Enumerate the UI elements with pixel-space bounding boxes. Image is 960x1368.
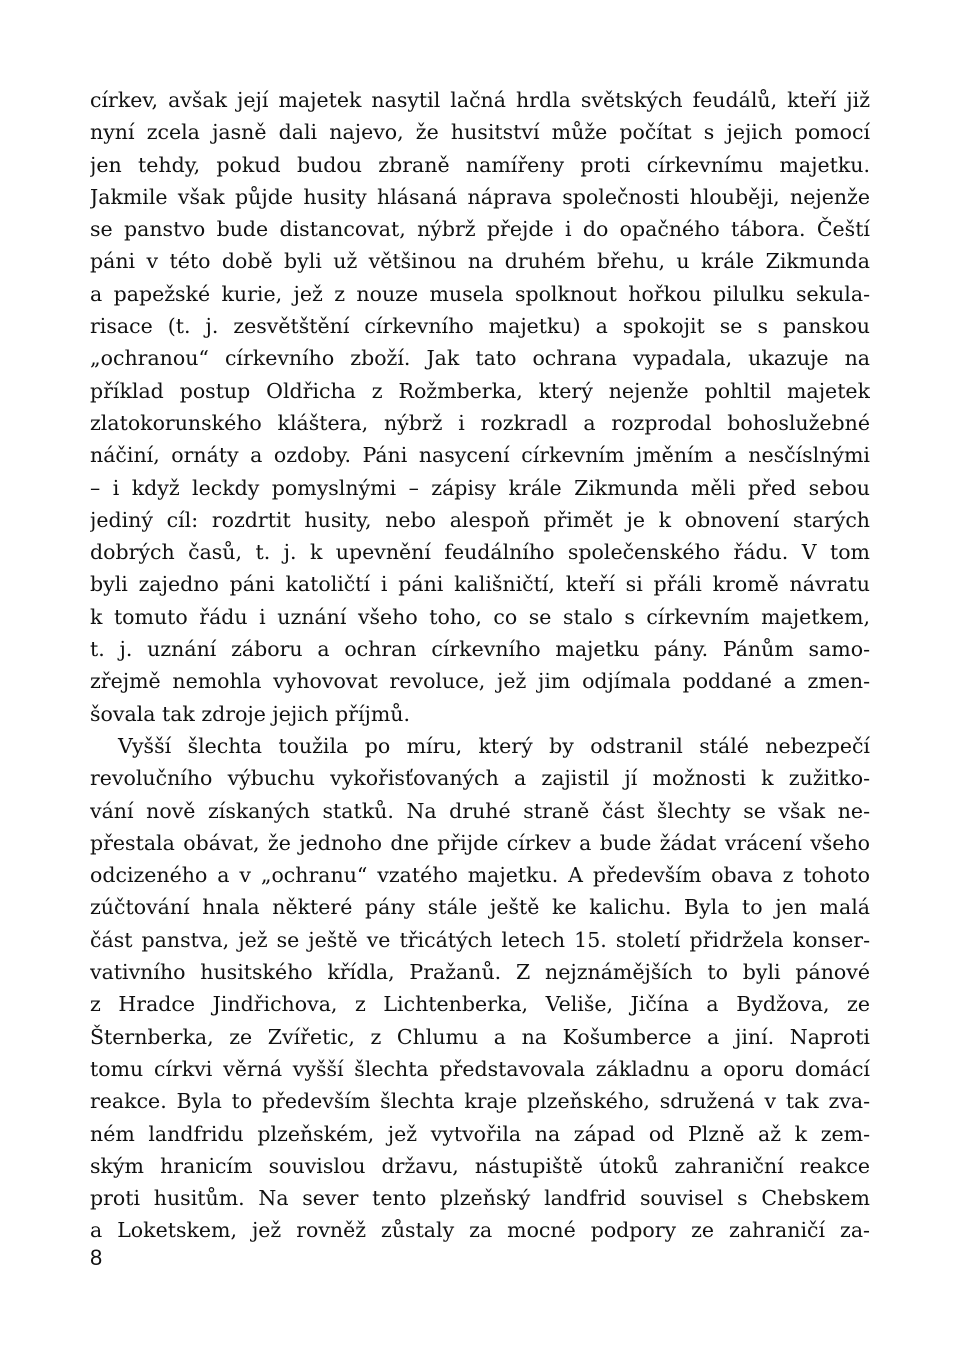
text-line: reakce. Byla to především šlechta kraje plzeňského, sdružená v tak zva-	[90, 1089, 870, 1114]
text-line: Vyšší šlechta toužila po míru, který by odstranil stálé nebezpečí	[118, 733, 870, 758]
text-line: část panstva, jež se ještě ve třicátých letech 15. století přidržela konser-	[90, 927, 870, 952]
text-line: Jakmile však půjde husity hlásaná náprava společnosti hlouběji, nejenže	[90, 184, 870, 209]
text-line: vativního husitského křídla, Pražanů. Z nejznámějších to byli pánové	[90, 960, 870, 985]
text-line: zlatokorunského kláštera, nýbrž i rozkradl a rozprodal bohoslužebné	[90, 410, 870, 435]
paragraph-1	[90, 84, 870, 730]
text-line: ským hranicím souvislou državu, nástupiště útoků zahraniční reakce	[90, 1153, 870, 1178]
text-line: příklad postup Oldřicha z Rožmberka, který nejenže pohltil majetek	[90, 378, 870, 403]
text-line: a Loketskem, jež rovněž zůstaly za mocné podpory ze zahraničí za-	[90, 1218, 870, 1243]
text-line: páni v této době byli už většinou na druhém břehu, u krále Zikmunda	[90, 249, 870, 274]
text-line: tomu církvi věrná vyšší šlechta představovala základnu a oporu domácí	[90, 1056, 870, 1081]
text-line: proti husitům. Na sever tento plzeňský landfrid souvisel s Chebskem	[90, 1186, 870, 1211]
text-line: risace (t. j. zesvětštění církevního majetku) a spokojit se s panskou	[90, 314, 870, 339]
text-line: zřejmě nemohla vyhovovat revoluce, jež jim odjímala poddané a zmen-	[90, 669, 870, 694]
text-line: a papežské kurie, jež z nouze musela spolknout hořkou pilulku sekula-	[90, 281, 870, 306]
text-line: přestala obávat, že jednoho dne přijde církev a bude žádat vrácení všeho	[90, 830, 870, 855]
text-line: byli zajedno páni katoličtí i páni kališničtí, kteří si přáli kromě návratu	[90, 572, 870, 597]
page-number: 8	[90, 1245, 103, 1270]
text-line: náčiní, ornáty a ozdoby. Páni nasycení církevním jměním a nesčíslnými	[90, 443, 870, 468]
text-line: zúčtování hnala některé pány stále ještě ke kalichu. Byla to jen malá	[90, 895, 870, 920]
text-line: církev, avšak její majetek nasytil lačná hrdla světských feudálů, kteří již	[90, 88, 870, 112]
body-text	[90, 84, 870, 1247]
text-line: „ochranou“ církevního zboží. Jak tato ochrana vypadala, ukazuje na	[90, 346, 870, 371]
text-line: odcizeného a v „ochranu“ vzatého majetku. A především obava z tohoto	[90, 863, 870, 888]
text-line: z Hradce Jindřichova, z Lichtenberka, Veliše, Jičína a Bydžova, ze	[90, 992, 870, 1017]
paragraph-2	[90, 730, 870, 1247]
text-line: jediný cíl: rozdrtit husity, nebo alespoň přimět je k obnovení starých	[90, 507, 870, 532]
text-line: jen tehdy, pokud budou zbraně namířeny proti církevnímu majetku.	[90, 152, 870, 177]
text-line: ném landfridu plzeňském, jež vytvořila na západ od Plzně až k zem-	[90, 1121, 870, 1146]
text-line: dobrých časů, t. j. k upevnění feudálního společenského řádu. V tom	[90, 540, 870, 565]
text-line: k tomuto řádu i uznání všeho toho, co se stalo s církevním majetkem,	[90, 604, 870, 629]
text-line: t. j. uznání záboru a ochran církevního majetku pány. Pánům samo-	[90, 637, 870, 662]
text-line: nyní zcela jasně dali najevo, že husitství může počítat s jejich pomocí	[90, 120, 870, 145]
text-line: vání nově získaných statků. Na druhé straně část šlechty se však ne-	[90, 798, 870, 823]
text-line: se panstvo bude distancovat, nýbrž přejde i do opačného tábora. Čeští	[90, 217, 870, 242]
text-line: Šternberka, ze Zvířetic, z Chlumu a na Košumberce a jiní. Naproti	[90, 1024, 870, 1049]
text-line: – i když leckdy pomyslnými – zápisy krále Zikmunda měli před sebou	[90, 475, 870, 500]
text-line: šovala tak zdroje jejich příjmů.	[90, 701, 411, 726]
text-line: revolučního výbuchu vykořisťovaných a zajistil jí možnosti k zužitko-	[90, 766, 870, 791]
